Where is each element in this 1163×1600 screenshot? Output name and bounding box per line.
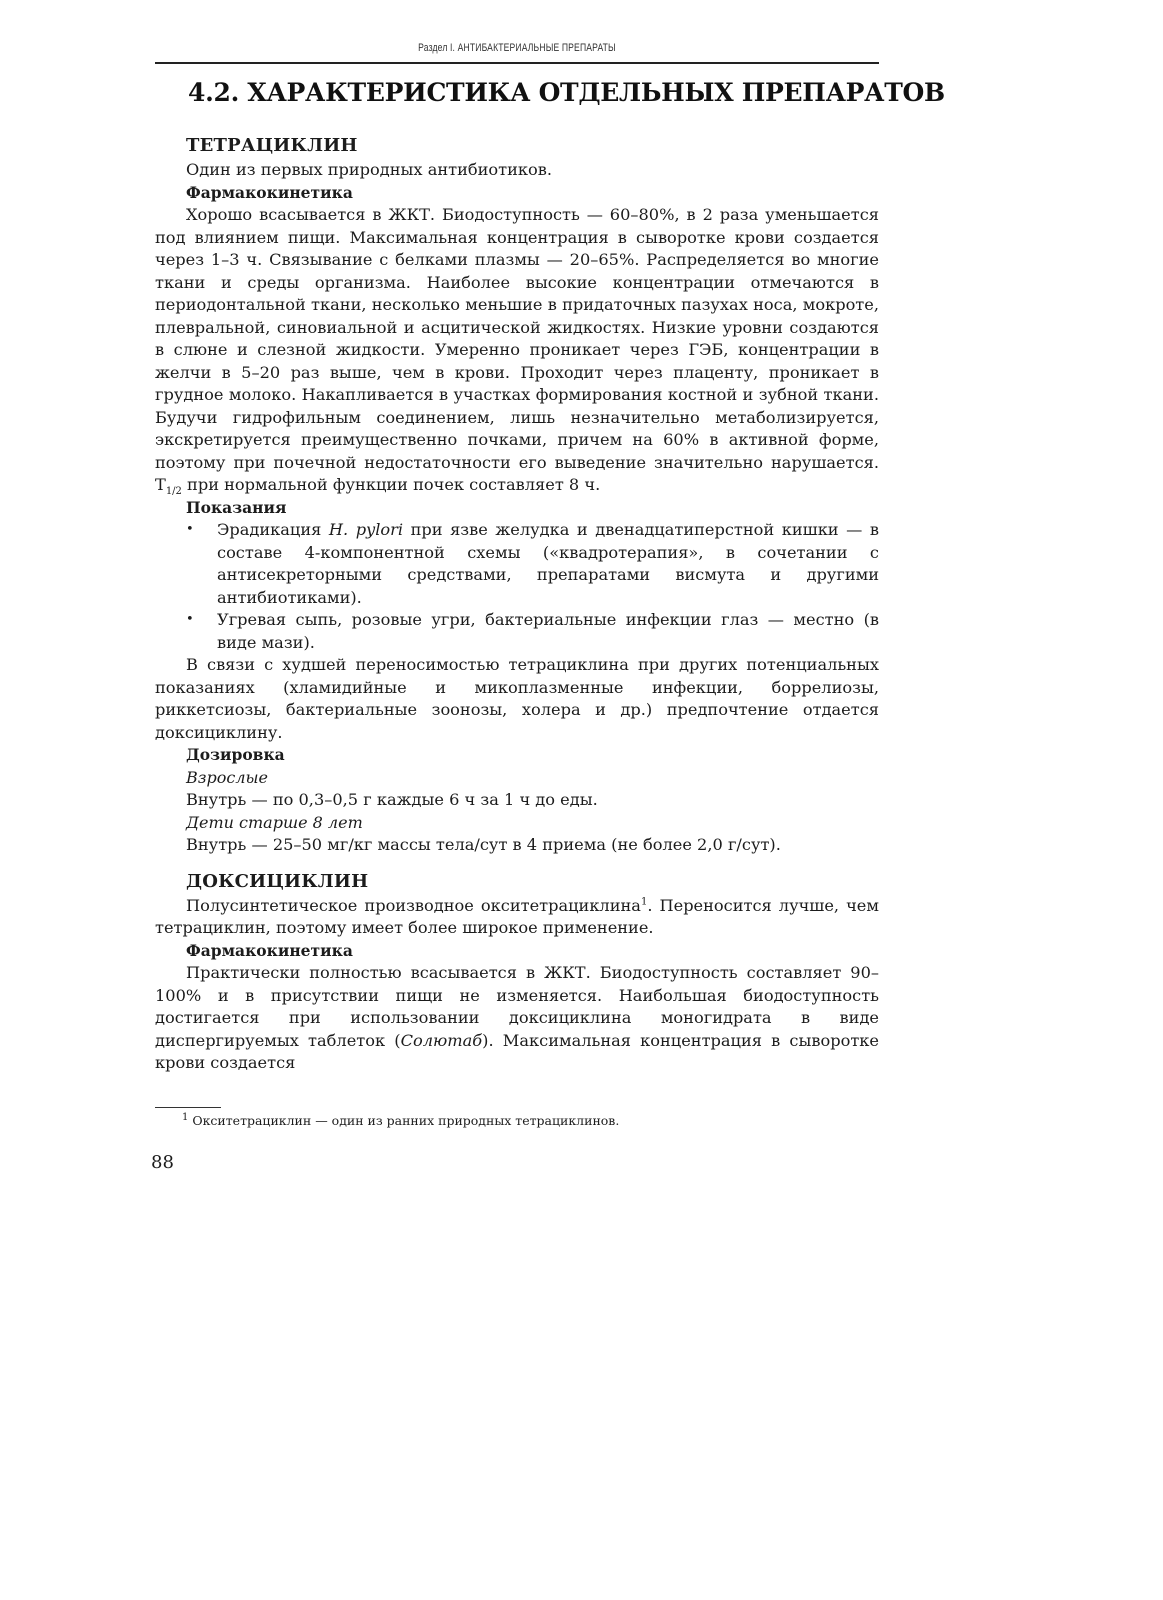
footnote xyxy=(182,1112,619,1130)
brand-name: Солютаб xyxy=(400,1030,483,1050)
header-rule xyxy=(155,62,879,64)
pk-text-part: при нормальной функции почек составляет 8 ч. xyxy=(181,475,601,494)
pathogen-name: H. pylori xyxy=(328,520,404,539)
list-item xyxy=(155,519,879,609)
indication-text: при язве желудка и двенадцатиперстной кишки — в составе 4-компонентной схемы («квадротерапия», в сочетании с антисекреторными средствами, препаратами висмута и другими антибиотиками). xyxy=(217,520,879,607)
footnote-marker: 1 xyxy=(182,1111,189,1123)
tetracycline-pk-paragraph xyxy=(155,204,879,497)
indication-text: Угревая сыпь, розовые угри, бактериальные инфекции глаз — местно (в виде мази). xyxy=(217,610,879,652)
doxycycline-pk-paragraph xyxy=(155,962,879,1075)
running-head: Раздел I. АНТИБАКТЕРИАЛЬНЫЕ ПРЕПАРАТЫ xyxy=(418,42,616,54)
bullet-icon: • xyxy=(186,612,194,627)
footnote-text: Окситетрациклин — один из ранних природных тетрациклинов. xyxy=(192,1113,620,1128)
children-label: Дети старше 8 лет xyxy=(186,812,363,832)
intro-text: . Переносится лучше, чем тетрациклин, поэтому имеет более широкое применение. xyxy=(155,895,879,937)
bullet-icon: • xyxy=(186,522,194,537)
indications-list xyxy=(155,519,879,654)
adults-dosage: Внутрь — по 0,3–0,5 г каждые 6 ч за 1 ч до еды. xyxy=(186,790,598,809)
tetracycline-intro: Один из первых природных антибиотиков. xyxy=(186,160,553,179)
doxycycline-intro xyxy=(155,895,879,940)
page-number: 88 xyxy=(151,1152,174,1173)
pk-text-part: Хорошо всасывается в ЖКТ. Биодоступность — 60–80%, в 2 раза уменьшается под влиянием пищи. Максимальная концентрация в сыворотке крови создается через 1–3 ч. Связывание с белками плазмы — 20–65%. Распределяется во многие ткани и среды организма. Наиболее высокие концентрации отмечаются в периодонтальной ткани, несколько меньшие в придаточных пазухах носа, мокроте, плевральной, синовиальной и асцитической жидкостях. Низкие уровни создаются в слюне и слезной жидкости. Умеренно проникает через ГЭБ, концентрации в желчи в 5–20 раз выше, чем в крови. Проходит через плаценту, проникает в грудное молоко. Накапливается в участках формирования костной и зубной ткани. Будучи гидрофильным соединением, лишь незначительно метаболизируется, экскретируется преимущественно почками, причем на 60% в активной форме, поэтому при почечной недостаточности его выведение значительно нарушается. T xyxy=(155,205,879,494)
tetracycline-dosage-heading: Дозировка xyxy=(186,745,285,764)
pk-text-part: ). Максимальная концентрация в сыворотке крови создается xyxy=(155,1030,879,1072)
tetracycline-heading: ТЕТРАЦИКЛИН xyxy=(186,135,358,156)
body-text xyxy=(155,133,879,1075)
section-title: 4.2. ХАРАКТЕРИСТИКА ОТДЕЛЬНЫХ ПРЕПАРАТОВ xyxy=(188,78,945,107)
doxycycline-heading: ДОКСИЦИКЛИН xyxy=(186,870,369,892)
adults-label: Взрослые xyxy=(186,767,269,787)
list-item xyxy=(155,609,879,654)
children-dosage: Внутрь — 25–50 мг/кг массы тела/сут в 4 приема (не более 2,0 г/сут). xyxy=(186,835,781,854)
indication-text: Эрадикация xyxy=(217,520,329,539)
tetracycline-indications-heading: Показания xyxy=(186,497,287,517)
doxycycline-pk-heading: Фармакокинетика xyxy=(186,940,353,960)
pk-text-part: Практически полностью всасывается в ЖКТ. Биодоступность составляет 90–100% и в присутствии пищи не изменяется. Наибольшая биодоступность достигается при использовании доксициклина моногидрата в виде диспергируемых таблеток ( xyxy=(155,963,879,1050)
intro-text: Полусинтетическое производное окситетрациклина xyxy=(186,895,641,915)
tetracycline-note: В связи с худшей переносимостью тетрациклина при других потенциальных показаниях (хламидийные и микоплазменные инфекции, боррелиозы, риккетсиозы, бактериальные зоонозы, холера и др.) предпочтение отдается доксициклину. xyxy=(155,655,879,742)
half-life-subscript: 1/2 xyxy=(165,486,182,498)
footnote-ref[interactable]: 1 xyxy=(640,896,648,908)
tetracycline-pk-heading: Фармакокинетика xyxy=(186,182,353,202)
footnote-rule xyxy=(155,1107,221,1108)
